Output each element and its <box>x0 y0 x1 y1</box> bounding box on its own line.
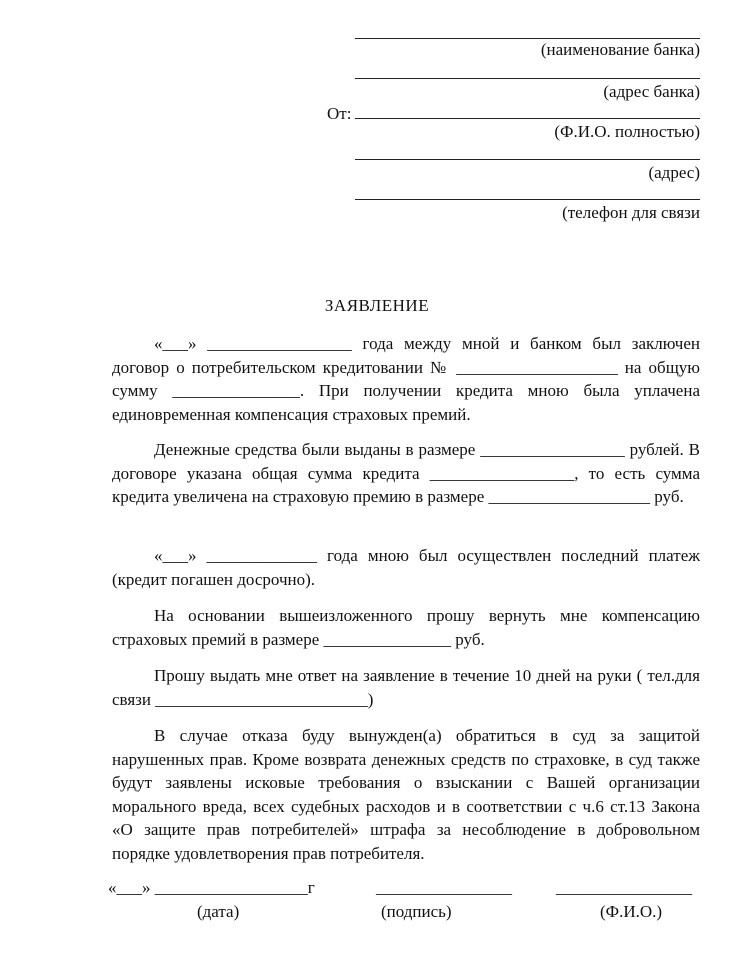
document-title: ЗАЯВЛЕНИЕ <box>324 296 430 315</box>
paragraph-last-payment: «___» _____________ года мною был осуществлен последний платеж (кредит погашен досрочно). <box>112 546 700 589</box>
phone-line <box>355 199 700 200</box>
paragraph-response-request: Прошу выдать мне ответ на заявление в течение 10 дней на руки ( тел.для связи _________________________) <box>112 666 700 709</box>
phone-caption: (телефон для связи <box>562 203 700 222</box>
paragraph-funds-issued: Денежные средства были выданы в размере _________________ рублей. В договоре указана общая сумма кредита _________________, то есть сумма кредита увеличена на страховую премию в размере ___________________ руб. <box>112 440 700 506</box>
date-field: «___» __________________г <box>108 878 315 897</box>
bank-name-caption: (наименование банка) <box>540 40 700 59</box>
paragraph-refund-request: На основании вышеизложенного прошу вернуть мне компенсацию страховых премий в размере _______________ руб. <box>112 606 700 649</box>
address-caption: (адрес) <box>648 163 700 182</box>
bank-name-line <box>355 38 700 39</box>
bank-address-line <box>355 78 700 79</box>
from-label: От: <box>327 104 352 123</box>
fio-field: ________________ <box>556 878 692 897</box>
signature-caption: (подпись) <box>381 902 452 921</box>
fio-signature-caption: (Ф.И.О.) <box>600 902 663 921</box>
paragraph-court-warning: В случае отказа буду вынужден(а) обратиться в суд за защитой нарушенных прав. Кроме возврата денежных средств по страховке, в суд также будут заявлены исковые требования о взыскании с Вашей организации морального вреда, всех судебных расходов и в соответствии с ч.6 ст.13 Закона «О защите прав потребителей» штрафа за несоблюдение в добровольном порядке удовлетворения прав потребителя. <box>112 726 700 863</box>
bank-address-caption: (адрес банка) <box>603 82 700 101</box>
address-line <box>355 159 700 160</box>
fio-caption: (Ф.И.О. полностью) <box>554 122 700 141</box>
signature-field: ________________ <box>376 878 512 897</box>
paragraph-credit-agreement: «___» _________________ года между мной и банком был заключен договор о потребительском кредитовании № ___________________ на общую сумму _______________. При получении кредита мною была уплачена единовременная компенсация страховых премий. <box>112 334 700 424</box>
fio-line <box>355 118 700 119</box>
date-caption: (дата) <box>197 902 240 921</box>
